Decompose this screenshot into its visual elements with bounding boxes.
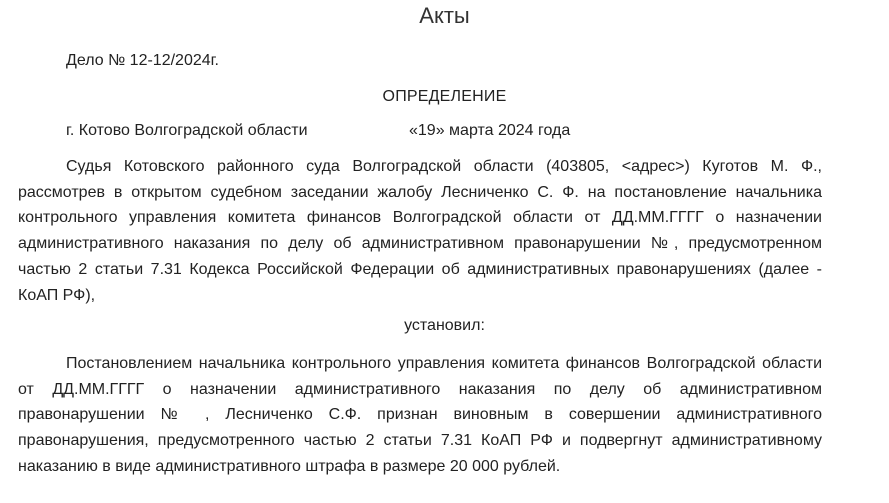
document-type-heading: ОПРЕДЕЛЕНИЕ	[382, 88, 507, 105]
established-heading: установил:	[404, 317, 485, 334]
case-number: Дело № 12-12/2024г.	[66, 52, 219, 69]
paragraph-ruling: Постановлением начальника контрольного управления комитета финансов Волгоградской области от ДД.ММ.ГГГГ о назначении административного наказания по делу об административном правонарушении № , Лесниченко С.Ф. признан виновным в совершении административного правонарушения, предусмотренного частью 2 статьи 7.31 КоАП РФ и подвергнут административному наказанию в виде административного штрафа в размере 20 000 рублей.	[18, 355, 822, 475]
document-place: г. Котово Волгоградской области	[66, 122, 308, 139]
document-date: «19» марта 2024 года	[409, 122, 571, 139]
page-title: Акты	[419, 3, 470, 28]
paragraph-intro: Судья Котовского районного суда Волгоградской области (403805, <адрес>) Куготов М. Ф., рассмотрев в открытом судебном заседании жалобу Лесниченко С. Ф. на постановление начальника контрольного управления комитета финансов Волгоградской области от ДД.ММ.ГГГГ о назначении административного наказания по делу об административном правонарушении №, предусмотренном частью 2 статьи 7.31 Кодекса Российской Федерации об административных правонарушениях (далее - КоАП РФ),	[18, 158, 822, 304]
